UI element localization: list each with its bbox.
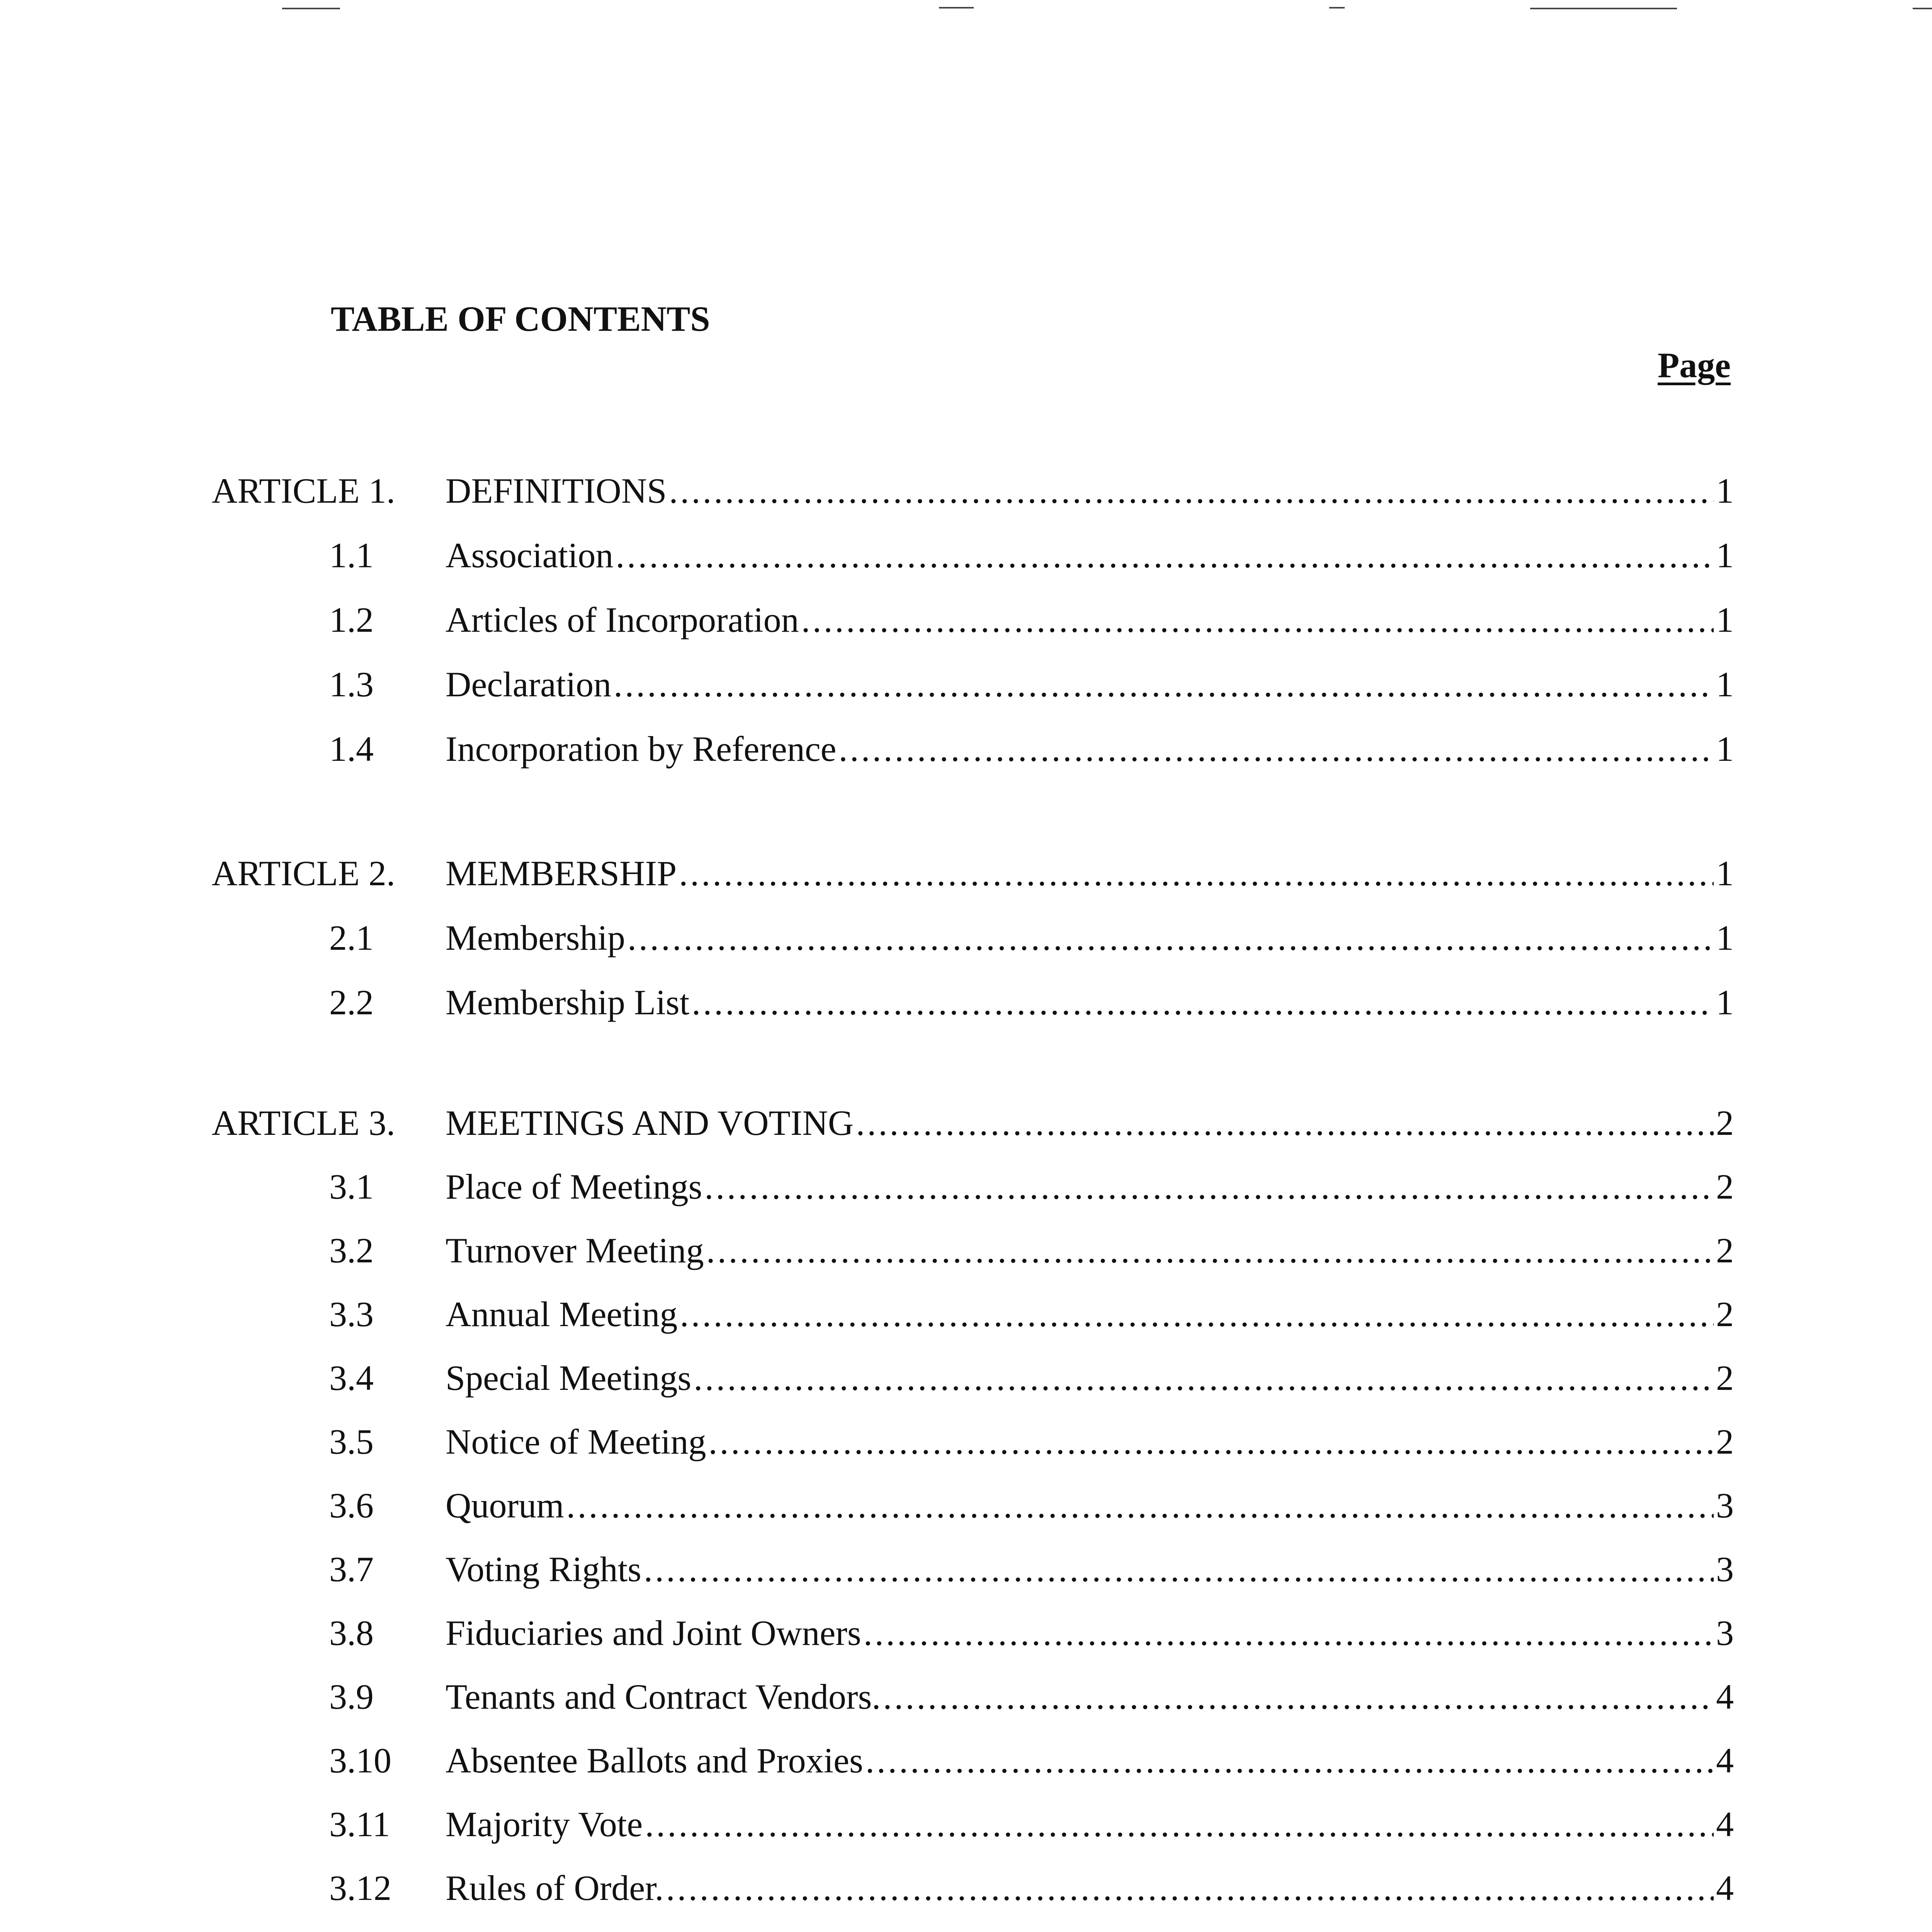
page-number: 1 (1716, 983, 1734, 1022)
section-title: Voting Rights (446, 1549, 641, 1589)
section-title: Place of Meetings (446, 1167, 702, 1206)
page-number: 1 (1716, 471, 1734, 510)
page-number: 2 (1716, 1103, 1734, 1143)
page-number: 2 (1716, 1231, 1734, 1270)
section-title: Articles of Incorporation (446, 600, 799, 639)
dot-leader (680, 1289, 1714, 1339)
dot-leader (628, 913, 1714, 963)
toc-section-3-3[interactable] (0, 1289, 1932, 1339)
toc-section-3-8[interactable] (0, 1608, 1932, 1658)
toc-section-3-13[interactable] (0, 1927, 1932, 1932)
section-title: Majority Vote (446, 1804, 643, 1844)
page-number: 3 (1716, 1613, 1734, 1653)
dot-leader (666, 1863, 1714, 1913)
section-number: 3.11 (329, 1804, 390, 1844)
section-number: 3.4 (329, 1358, 374, 1398)
section-title: Annual Meeting (446, 1294, 678, 1334)
toc-article-1[interactable] (0, 466, 1932, 516)
toc-heading: TABLE OF CONTENTS (331, 299, 710, 338)
section-number: 3.6 (329, 1486, 374, 1525)
dot-leader (704, 1162, 1714, 1212)
section-number: 3.5 (329, 1422, 374, 1461)
article-number: ARTICLE 3. (212, 1103, 395, 1143)
page-number (1716, 1927, 1734, 1932)
section-number: 3.1 (329, 1167, 374, 1206)
section-number: 1.1 (329, 536, 374, 575)
section-title: Turnover Meeting (446, 1231, 704, 1270)
page-number: 4 (1716, 1868, 1734, 1908)
article-title: MEETINGS AND VOTING (446, 1103, 854, 1143)
dot-leader (801, 595, 1714, 645)
dot-leader (679, 848, 1714, 898)
toc-section-2-2[interactable] (0, 977, 1932, 1027)
section-title: Notice of Meeting (446, 1422, 706, 1461)
toc-section-3-4[interactable] (0, 1353, 1932, 1403)
dot-leader (614, 659, 1714, 709)
page-number: 4 (1716, 1804, 1734, 1844)
page-number: 1 (1716, 536, 1734, 575)
dot-leader (706, 1225, 1714, 1276)
section-title: Fiduciaries and Joint Owners (446, 1613, 861, 1653)
dot-leader (692, 977, 1714, 1027)
section-number: 3.3 (329, 1294, 374, 1334)
section-number (329, 1927, 391, 1932)
page-number: 3 (1716, 1486, 1734, 1525)
page-number: 1 (1716, 665, 1734, 704)
section-number: 3.8 (329, 1613, 374, 1653)
page-number: 4 (1716, 1741, 1734, 1780)
section-title: Membership (446, 918, 626, 957)
scan-edge-marks (0, 0, 1932, 23)
section-title: Quorum (446, 1486, 564, 1525)
section-title: Incorporation by Reference (446, 729, 837, 769)
section-title: Declaration (446, 665, 612, 704)
toc-section-1-3[interactable] (0, 659, 1932, 709)
article-title: MEMBERSHIP (446, 854, 677, 893)
dot-leader (645, 1799, 1714, 1849)
toc-section-3-1[interactable] (0, 1162, 1932, 1212)
section-number: 3.2 (329, 1231, 374, 1270)
page-number: 1 (1716, 729, 1734, 769)
section-number: 2.1 (329, 918, 374, 957)
toc-article-3[interactable] (0, 1098, 1932, 1148)
section-title: Membership List (446, 983, 690, 1022)
page-number: 2 (1716, 1294, 1734, 1334)
dot-leader (566, 1480, 1714, 1531)
section-number: 1.2 (329, 600, 374, 639)
section-number: 1.4 (329, 729, 374, 769)
toc-section-3-5[interactable] (0, 1417, 1932, 1467)
dot-leader (694, 1353, 1714, 1403)
toc-article-2[interactable] (0, 848, 1932, 898)
section-number: 3.10 (329, 1741, 391, 1780)
section-title: Association (446, 536, 614, 575)
dot-leader (856, 1098, 1714, 1148)
article-number: ARTICLE 2. (212, 854, 395, 893)
page-number: 3 (1716, 1549, 1734, 1589)
dot-leader (669, 466, 1714, 516)
article-title: DEFINITIONS (446, 471, 667, 510)
page-number: 4 (1716, 1677, 1734, 1716)
toc-section-3-2[interactable] (0, 1225, 1932, 1276)
toc-section-1-1[interactable] (0, 530, 1932, 580)
toc-section-1-2[interactable] (0, 595, 1932, 645)
section-number: 2.2 (329, 983, 374, 1022)
section-title: Absentee Ballots and Proxies (446, 1741, 863, 1780)
dot-leader (676, 1927, 1714, 1932)
toc-section-3-7[interactable] (0, 1544, 1932, 1594)
dot-leader (644, 1544, 1714, 1594)
page-number: 2 (1716, 1422, 1734, 1461)
toc-section-3-6[interactable] (0, 1480, 1932, 1531)
section-title: Special Meetings (446, 1358, 692, 1398)
page-number: 1 (1716, 854, 1734, 893)
page-number: 2 (1716, 1358, 1734, 1398)
dot-leader (883, 1672, 1714, 1722)
toc-section-2-1[interactable] (0, 913, 1932, 963)
toc-section-3-10[interactable] (0, 1735, 1932, 1786)
dot-leader (708, 1417, 1714, 1467)
section-number: 3.7 (329, 1549, 374, 1589)
section-title: Rules of Order. (446, 1868, 664, 1908)
section-number: 1.3 (329, 665, 374, 704)
section-number: 3.12 (329, 1868, 391, 1908)
dot-leader (616, 530, 1714, 580)
dot-leader (866, 1735, 1714, 1786)
page-number: 1 (1716, 600, 1734, 639)
page-number: 1 (1716, 918, 1734, 957)
page-column-label: Page (1657, 345, 1731, 385)
section-title (446, 1927, 673, 1932)
section-number: 3.9 (329, 1677, 374, 1716)
toc-section-3-9[interactable] (0, 1672, 1932, 1722)
dot-leader (864, 1608, 1714, 1658)
toc-section-3-11[interactable] (0, 1799, 1932, 1849)
article-number: ARTICLE 1. (212, 471, 395, 510)
dot-leader (839, 724, 1714, 774)
section-title: Tenants and Contract Vendors. (446, 1677, 881, 1716)
toc-section-1-4[interactable] (0, 724, 1932, 774)
page-number: 2 (1716, 1167, 1734, 1206)
toc-section-3-12[interactable] (0, 1863, 1932, 1913)
